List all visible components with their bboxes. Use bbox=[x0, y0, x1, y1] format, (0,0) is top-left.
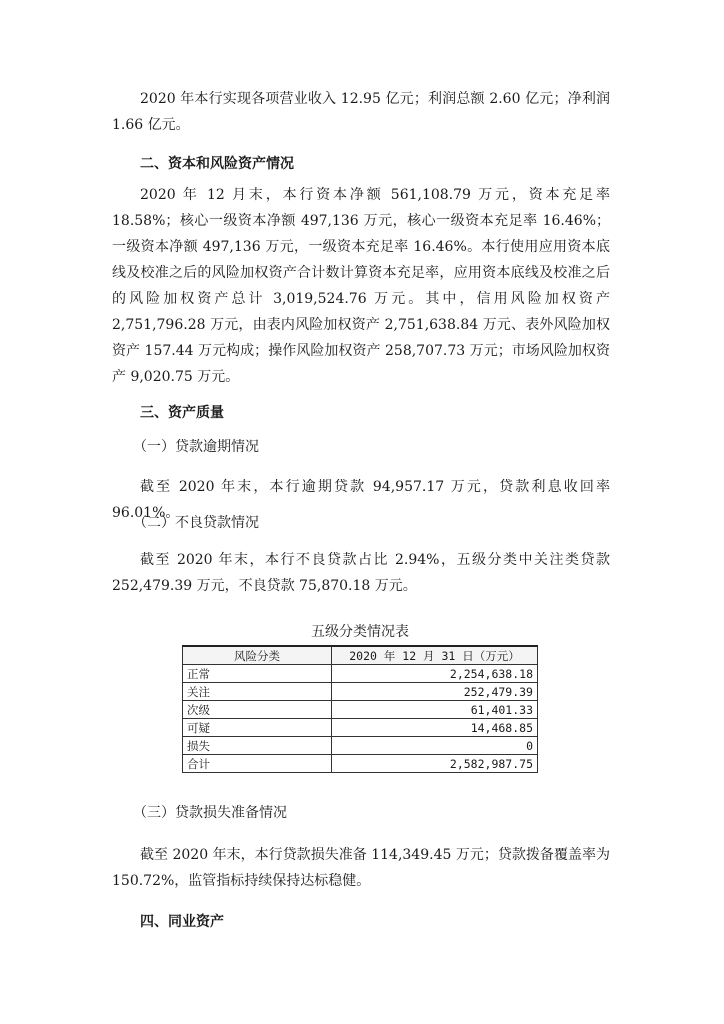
table-header-row bbox=[183, 646, 538, 665]
row-amount: 2,254,638.18 bbox=[332, 665, 538, 683]
provision-paragraph: 截至 2020 年末，本行贷款损失准备 114,349.45 万元；贷款拨备覆盖率为 150.72%，监管指标持续保持达标稳健。 bbox=[112, 847, 610, 889]
five-category-table bbox=[182, 645, 538, 773]
section-heading-asset-quality: 三、资产质量 bbox=[140, 405, 224, 421]
subheading-overdue-loans: （一）贷款逾期情况 bbox=[133, 439, 259, 455]
row-category: 关注 bbox=[183, 683, 332, 701]
row-category: 合计 bbox=[183, 755, 332, 773]
row-amount: 0 bbox=[332, 737, 538, 755]
row-amount: 61,401.33 bbox=[332, 701, 538, 719]
table-row bbox=[183, 737, 538, 755]
subheading-loan-loss-provision: （三）贷款损失准备情况 bbox=[133, 805, 287, 821]
table-row bbox=[183, 665, 538, 683]
row-amount: 2,582,987.75 bbox=[332, 755, 538, 773]
npl-paragraph: 截至 2020 年末，本行不良贷款占比 2.94%，五级分类中关注类贷款 252,479.39 万元，不良贷款 75,870.18 万元。 bbox=[112, 552, 610, 594]
row-amount: 14,468.85 bbox=[332, 719, 538, 737]
table-caption: 五级分类情况表 bbox=[311, 624, 409, 640]
table-row bbox=[183, 683, 538, 701]
subheading-npl: （二）不良贷款情况 bbox=[133, 515, 259, 531]
revenue-paragraph: 2020 年本行实现各项营业收入 12.95 亿元；利润总额 2.60 亿元；净利润 1.66 亿元。 bbox=[112, 91, 610, 133]
capital-paragraph: 2020 年 12 月末，本行资本净额 561,108.79 万元，资本充足率 18.58%；核心一级资本净额 497,136 万元，核心一级资本充足率 16.46%；一级资本净额 497,136 万元，一级资本充足率 16.46%。本行使用应用资本底线及校准之后的风险加权资产合计数计算资本充足率，应用资本底线及校准之后的风险加权资产总计 3,019,524.76 万元。其中，信用风险加权资产 2,751,796.28 万元，由表内风险加权资产 2,751,638.84 万元、表外风险加权资产 157.44 万元构成；操作风险加权资产 258,707.73 万元；市场风险加权资产 9,020.75 万元。 bbox=[112, 187, 610, 385]
table-row-total bbox=[183, 755, 538, 773]
overdue-paragraph: 截至 2020 年末，本行逾期贷款 94,957.17 万元，贷款利息收回率 96.01%。 bbox=[112, 479, 610, 521]
row-category: 损失 bbox=[183, 737, 332, 755]
section-heading-interbank: 四、同业资产 bbox=[140, 914, 224, 930]
row-category: 可疑 bbox=[183, 719, 332, 737]
row-category: 正常 bbox=[183, 665, 332, 683]
section-heading-capital: 二、资本和风险资产情况 bbox=[140, 156, 294, 172]
table-row bbox=[183, 719, 538, 737]
row-category: 次级 bbox=[183, 701, 332, 719]
row-amount: 252,479.39 bbox=[332, 683, 538, 701]
table-row bbox=[183, 701, 538, 719]
column-header-amount: 2020 年 12 月 31 日（万元） bbox=[332, 646, 538, 665]
column-header-category: 风险分类 bbox=[183, 646, 332, 665]
